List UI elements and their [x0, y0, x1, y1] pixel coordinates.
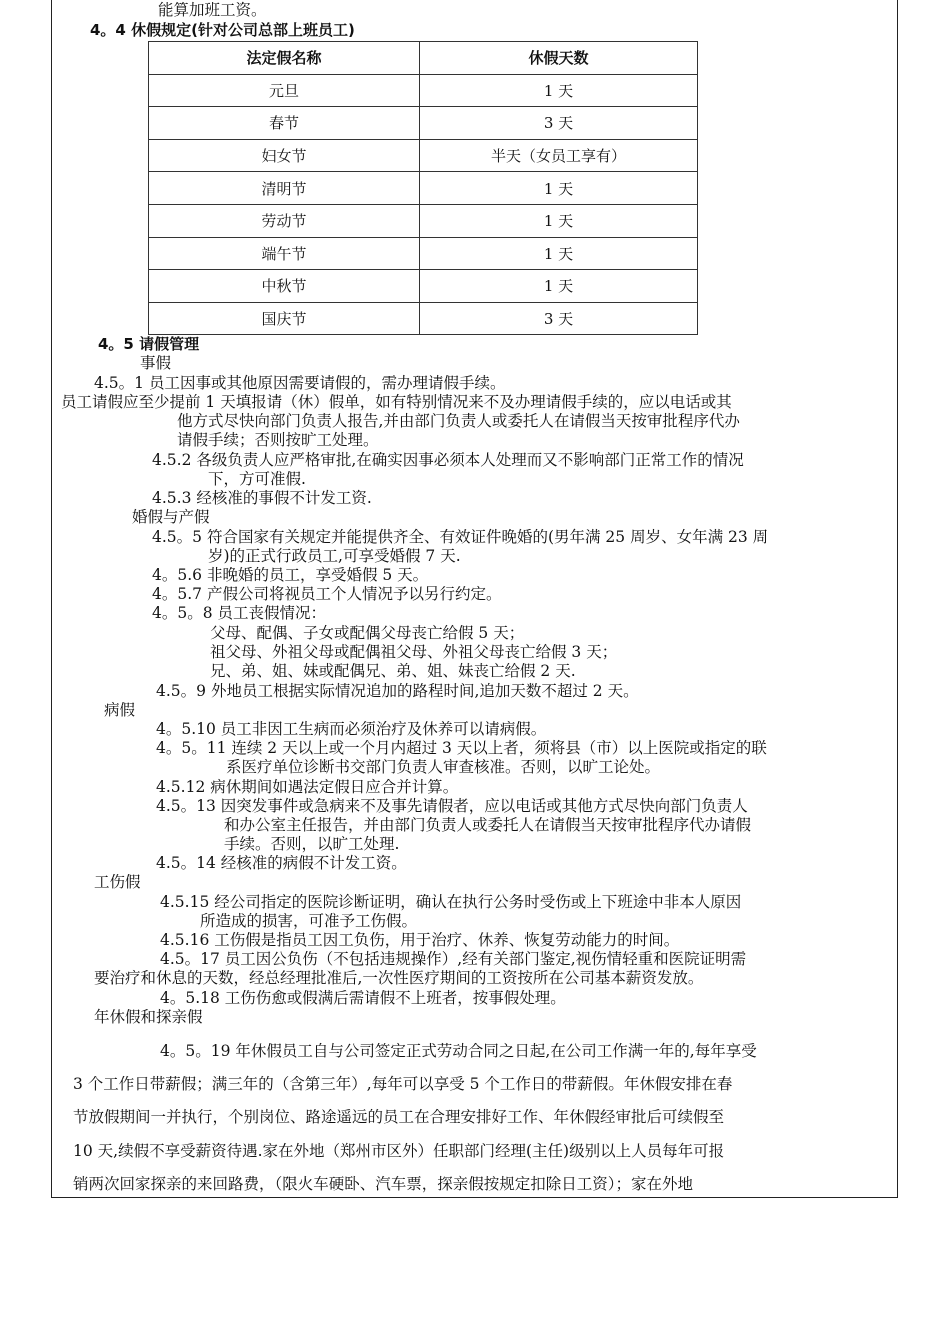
- clause-4-5-8-item-a: 父母、配偶、子女或配偶父母丧亡给假 5 天；: [210, 624, 525, 642]
- table-row: [149, 107, 698, 140]
- clause-4-5-7: 4。5.7 产假公司将视员工个人情况予以另行约定。: [152, 585, 502, 603]
- table-row: [149, 237, 698, 270]
- header-holiday-name: 法定假名称: [149, 42, 420, 75]
- holiday-name: 春节: [149, 107, 420, 140]
- clause-4-5-3: 4.5.3 经核准的事假不计发工资.: [152, 489, 372, 507]
- clause-4-5-15-line-1: 4.5.15 经公司指定的医院诊断证明，确认在执行公务时受伤或上下班途中非本人原因: [160, 893, 742, 911]
- holiday-name: 中秋节: [149, 270, 420, 303]
- table-row: [149, 74, 698, 107]
- clause-4-5-1-detail-3: 请假手续；否则按旷工处理。: [177, 431, 379, 449]
- annual-leave-title: 年休假和探亲假: [94, 1008, 203, 1026]
- holiday-name: 国庆节: [149, 302, 420, 335]
- section-45-heading: 4。5 请假管理: [98, 335, 200, 353]
- clause-4-5-11-line-2: 系医疗单位诊断书交部门负责人审查核准。否则，以旷工论处。: [226, 758, 661, 776]
- clause-4-5-16: 4.5.16 工伤假是指员工因工负伤，用于治疗、休养、恢复劳动能力的时间。: [160, 931, 680, 949]
- table-row: [149, 139, 698, 172]
- holiday-days: 1 天: [420, 237, 698, 270]
- clause-4-5-14: 4.5。14 经核准的病假不计发工资。: [156, 854, 407, 872]
- clause-4-5-5-line-1: 4.5。5 符合国家有关规定并能提供齐全、有效证件晚婚的(男年满 25 周岁、女年满 23 周: [152, 528, 769, 546]
- clause-4-5-8: 4。5。8 员工丧假情况：: [152, 604, 327, 622]
- holiday-name: 元旦: [149, 74, 420, 107]
- clause-4-5-1-detail-1: 员工请假应至少提前 1 天填报请（休）假单，如有特别情况来不及办理请假手续的，应以电话或其: [61, 393, 732, 411]
- top-fragment: 能算加班工资。: [158, 1, 267, 19]
- clause-4-5-8-item-b: 祖父母、外祖父母或配偶祖父母、外祖父母丧亡给假 3 天；: [210, 643, 618, 661]
- clause-4-5-13-line-2: 和办公室主任报告，并由部门负责人或委托人在请假当天按审批程序代办请假: [224, 816, 752, 834]
- clause-4-5-9: 4.5。9 外地员工根据实际情况追加的路程时间,追加天数不超过 2 天。: [156, 682, 639, 700]
- clause-4-5-13-line-1: 4.5。13 因突发事件或急病来不及事先请假者，应以电话或其他方式尽快向部门负责人: [156, 797, 748, 815]
- header-holiday-days: 休假天数: [420, 42, 698, 75]
- clause-4-5-1-detail-2: 他方式尽快向部门负责人报告,并由部门负责人或委托人在请假当天按审批程序代办: [177, 412, 740, 430]
- clause-4-5-13-line-3: 手续。否则，以旷工处理.: [224, 835, 400, 853]
- holiday-table: [148, 41, 698, 335]
- sick-leave-title: 病假: [104, 701, 136, 719]
- holiday-days: 1 天: [420, 74, 698, 107]
- clause-4-5-10: 4。5.10 员工非因工生病而必须治疗及休养可以请病假。: [156, 720, 547, 738]
- annual-leave-paragraph-line-4: 10 天,续假不享受薪资待遇.家在外地（郑州市区外）任职部门经理(主任)级别以上人员每年可报: [73, 1142, 725, 1160]
- holiday-days: 1 天: [420, 204, 698, 237]
- clause-4-5-15-line-2: 所造成的损害，可准予工伤假。: [200, 912, 418, 930]
- clause-4-5-1: 4.5。1 员工因事或其他原因需要请假的，需办理请假手续。: [94, 374, 506, 392]
- holiday-days: 1 天: [420, 172, 698, 205]
- marriage-leave-title: 婚假与产假: [132, 508, 210, 526]
- annual-leave-paragraph-line-5: 销两次回家探亲的来回路费，（限火车硬卧、汽车票，探亲假按规定扣除日工资）；家在外地: [73, 1175, 694, 1193]
- clause-4-5-6: 4。5.6 非晚婚的员工，享受婚假 5 天。: [152, 566, 429, 584]
- table-header-row: [149, 42, 698, 75]
- holiday-name: 端午节: [149, 237, 420, 270]
- clause-4-5-18: 4。5.18 工伤伤愈或假满后需请假不上班者，按事假处理。: [160, 989, 566, 1007]
- clause-4-5-8-item-c: 兄、弟、姐、妹或配偶兄、弟、姐、妹丧亡给假 2 天.: [210, 662, 576, 680]
- holiday-days: 半天（女员工享有）: [420, 139, 698, 172]
- holiday-name: 劳动节: [149, 204, 420, 237]
- clause-4-5-17-line-2: 要治疗和休息的天数，经总经理批准后,一次性医疗期间的工资按所在公司基本薪资发放。: [94, 969, 704, 987]
- section-44-heading: 4。4 休假规定(针对公司总部上班员工): [90, 21, 355, 39]
- annual-leave-paragraph-line-2: 3 个工作日带薪假；满三年的（含第三年）,每年可以享受 5 个工作日的带薪假。年休假安排在春: [73, 1075, 733, 1093]
- holiday-days: 3 天: [420, 107, 698, 140]
- annual-leave-paragraph-line-3: 节放假期间一并执行，个别岗位、路途遥远的员工在合理安排好工作、年休假经审批后可续假至: [73, 1108, 725, 1126]
- holiday-name: 妇女节: [149, 139, 420, 172]
- injury-leave-title: 工伤假: [94, 873, 141, 891]
- table-row: [149, 302, 698, 335]
- personal-leave-title: 事假: [140, 354, 172, 372]
- table-row: [149, 172, 698, 205]
- annual-leave-paragraph-line-1: 4。5。19 年休假员工自与公司签定正式劳动合同之日起,在公司工作满一年的,每年享受: [160, 1042, 757, 1060]
- clause-4-5-12: 4.5.12 病休期间如遇法定假日应合并计算。: [156, 778, 459, 796]
- table-row: [149, 270, 698, 303]
- clause-4-5-2-line-2: 下，方可准假.: [208, 470, 306, 488]
- clause-4-5-17-line-1: 4.5。17 员工因公负伤（不包括违规操作）,经有关部门鉴定,视伤情轻重和医院证明需: [160, 950, 747, 968]
- holiday-days: 1 天: [420, 270, 698, 303]
- table-row: [149, 204, 698, 237]
- clause-4-5-2-line-1: 4.5.2 各级负责人应严格审批,在确实因事必须本人处理而又不影响部门正常工作的情况: [152, 451, 744, 469]
- holiday-name: 清明节: [149, 172, 420, 205]
- clause-4-5-11-line-1: 4。5。11 连续 2 天以上或一个月内超过 3 天以上者，须将县（市）以上医院或指定的联: [156, 739, 767, 757]
- clause-4-5-5-line-2: 岁)的正式行政员工,可享受婚假 7 天.: [208, 547, 461, 565]
- holiday-days: 3 天: [420, 302, 698, 335]
